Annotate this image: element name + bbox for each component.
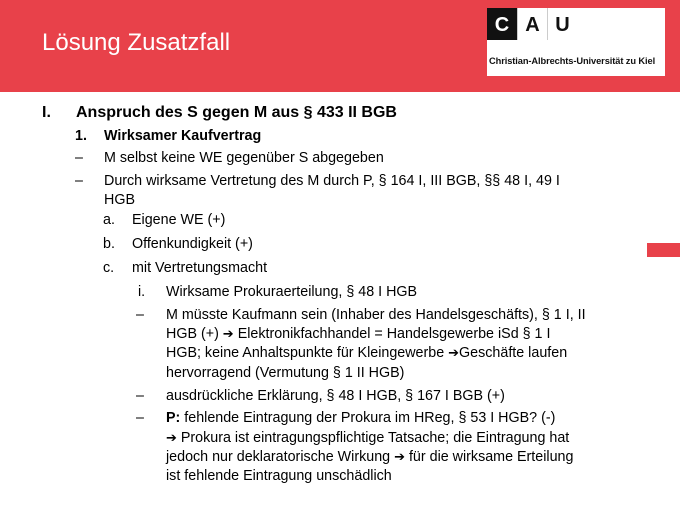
kaufmann-text: HGB; keine Anhaltspunkte für Kleingewerbe: [166, 345, 449, 361]
point-kaufmann-l4: hervorragend (Vermutung § 1 II HGB): [166, 365, 405, 381]
outline-heading: Anspruch des S gegen M aus § 433 II BGB: [76, 104, 397, 121]
point-kaufmann: M müsste Kaufmann sein (Inhaber des Handelsgeschäfts), § 1 I, II: [166, 307, 586, 323]
letter-b: b.: [103, 236, 115, 252]
point-we: M selbst keine WE gegenüber S abgegeben: [104, 150, 384, 166]
logo-letter-a: A: [517, 8, 547, 40]
point-kaufmann-l2: [166, 325, 550, 344]
point-problem-l4: ist fehlende Eintragung unschädlich: [166, 468, 392, 484]
point-kaufmann-l3: [166, 344, 567, 363]
point-b: Offenkundigkeit (+): [132, 236, 253, 252]
bullet-dash: –: [136, 307, 144, 323]
kaufmann-text: HGB (+): [166, 326, 223, 342]
outline-num-i: I.: [42, 104, 51, 121]
point-prokura: Wirksame Prokuraerteilung, § 48 I HGB: [166, 284, 418, 300]
point-erklaerung: ausdrückliche Erklärung, § 48 I HGB, § 167 I BGB (+): [166, 388, 505, 404]
point-c: mit Vertretungsmacht: [132, 260, 268, 276]
problem-text: fehlende Eintragung der Prokura im HReg, § 53 I HGB? (-): [180, 410, 556, 426]
bullet-dash: –: [75, 173, 83, 189]
point-vertretung-cont: HGB: [104, 192, 135, 208]
point-a: Eigene WE (+): [132, 212, 226, 228]
letter-c: c.: [103, 260, 115, 276]
arrow-icon: ➔: [448, 346, 460, 361]
problem-text: für die wirksame Erteilung: [404, 449, 574, 465]
letter-a: a.: [103, 212, 115, 228]
point-problem: [166, 409, 555, 428]
bullet-dash: –: [136, 388, 144, 404]
logo-letter-u: U: [547, 8, 577, 40]
point-problem-l3: [166, 448, 573, 467]
arrow-icon: ➔: [394, 450, 405, 465]
arrow-icon: ➔: [222, 327, 234, 342]
problem-text: jedoch nur deklaratorische Wirkung: [166, 449, 395, 465]
arrow-icon: ➔: [166, 431, 177, 446]
bullet-dash: –: [75, 150, 83, 166]
roman-i: i.: [138, 284, 146, 300]
kaufmann-text: Geschäfte laufen: [459, 345, 568, 361]
outline-num-1: 1.: [75, 128, 87, 144]
point-vertretung: Durch wirksame Vertretung des M durch P, § 164 I, III BGB, §§ 48 I, 49 I: [104, 173, 560, 189]
bullet-dash: –: [136, 410, 144, 426]
page-title: Lösung Zusatzfall: [42, 29, 231, 56]
kaufmann-text: Elektronikfachhandel = Handelsgewerbe iSd § 1 I: [237, 326, 551, 342]
logo-subtitle: Christian-Albrechts-Universität zu Kiel: [489, 56, 656, 66]
outline-subheading: Wirksamer Kaufvertrag: [104, 128, 262, 144]
problem-label: P:: [166, 410, 181, 426]
logo-letter-c: C: [487, 8, 517, 40]
point-problem-l2: [166, 429, 569, 448]
problem-text: Prokura ist eintragungspflichtige Tatsache; die Eintragung hat: [176, 430, 570, 446]
